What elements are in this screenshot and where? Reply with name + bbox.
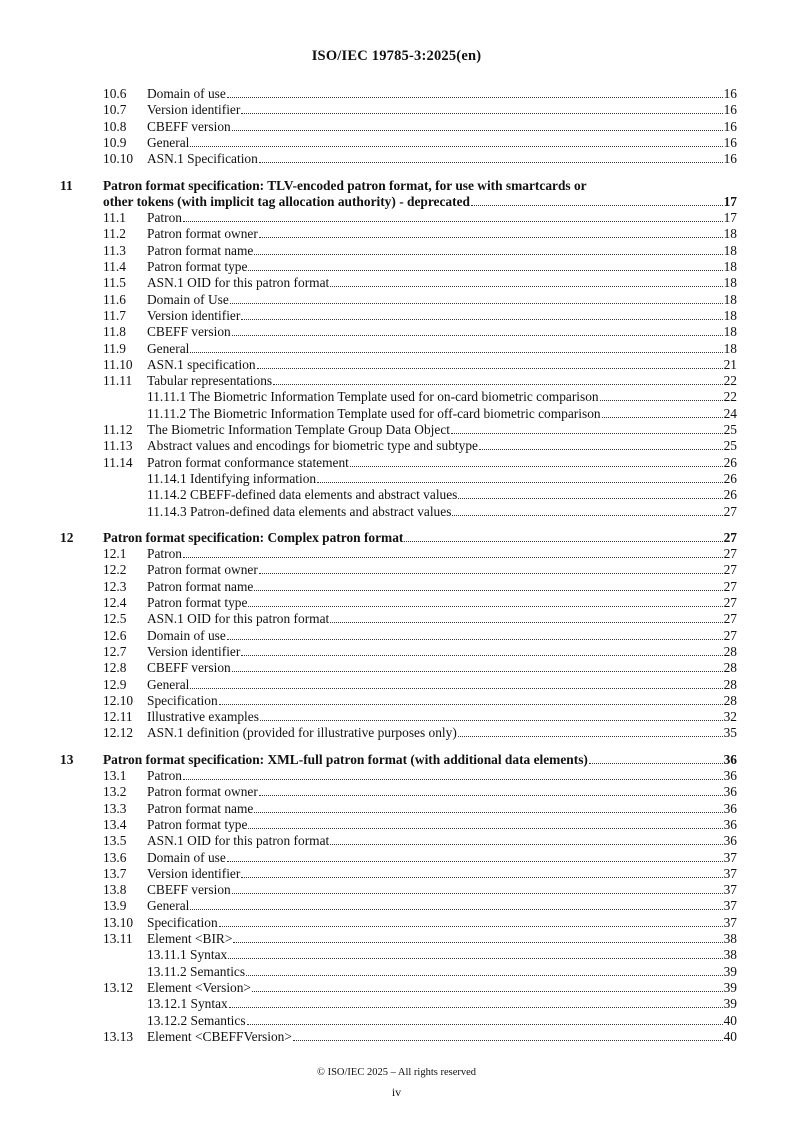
toc-entry-page: 36 xyxy=(723,833,737,849)
toc-entry-page: 39 xyxy=(723,979,737,995)
toc-entry-number: 13.5 xyxy=(103,833,127,849)
toc-entry-page: 27 xyxy=(723,595,737,610)
toc-entry-title: Domain of use xyxy=(147,849,226,865)
toc-entry[interactable] xyxy=(0,980,737,996)
toc-entry-page: 25 xyxy=(723,438,737,454)
toc-entry-number: 13.13 xyxy=(103,1028,134,1044)
toc-entry[interactable] xyxy=(0,915,737,931)
dot-leader xyxy=(589,763,723,764)
toc-entry-title: 13.11.2 Semantics xyxy=(147,963,246,979)
toc-entry-number: 12.8 xyxy=(103,660,127,676)
toc-entry-number: 13.11 xyxy=(103,931,133,946)
toc-entry-page: 40 xyxy=(723,1012,737,1028)
toc-entry[interactable] xyxy=(0,579,737,595)
toc-entry[interactable] xyxy=(0,135,737,151)
toc-entry-title: ASN.1 OID for this patron format xyxy=(147,611,330,627)
toc-entry[interactable] xyxy=(0,119,737,135)
dot-leader xyxy=(452,515,722,516)
toc-entry-title: Patron format owner xyxy=(147,226,258,242)
toc-entry-page: 26 xyxy=(723,470,737,486)
toc-entry-page: 28 xyxy=(723,660,737,676)
toc-entry-page: 25 xyxy=(723,422,737,437)
dot-leader xyxy=(252,991,723,992)
toc-entry-title: Specification xyxy=(147,692,218,708)
dot-leader xyxy=(451,433,723,434)
toc-entry[interactable] xyxy=(0,817,737,833)
toc-entry[interactable] xyxy=(0,86,737,102)
toc-entry[interactable] xyxy=(0,833,737,849)
dot-leader xyxy=(183,221,723,222)
toc-entry[interactable] xyxy=(0,898,737,914)
toc-entry-page: 37 xyxy=(723,882,737,898)
toc-entry[interactable] xyxy=(0,243,737,259)
toc-entry-title: 11.11.2 The Biometric Information Template used for off-card biometric comparison xyxy=(147,405,601,421)
dot-leader xyxy=(219,704,723,705)
toc-entry-page: 16 xyxy=(723,118,737,134)
toc-entry-title: Patron format specification: TLV-encoded patron format, for use with smartcards or xyxy=(103,177,587,193)
toc-entry-title: Patron format name xyxy=(147,800,254,816)
toc-entry-title: Patron xyxy=(147,768,182,783)
dot-leader xyxy=(227,639,723,640)
toc-entry[interactable] xyxy=(0,357,737,373)
toc-entry-page: 27 xyxy=(723,611,737,627)
toc-entry-title: CBEFF version xyxy=(147,882,231,898)
toc-entry-number: 12.11 xyxy=(103,709,133,725)
toc-entry-page: 22 xyxy=(723,389,737,405)
document-header: ISO/IEC 19785-3:2025(en) xyxy=(311,48,482,64)
toc-entry-number: 11.5 xyxy=(103,275,126,291)
toc-entry-number: 10.6 xyxy=(103,86,127,101)
toc-entry-number: 11.4 xyxy=(103,259,126,274)
dot-leader xyxy=(232,671,723,672)
toc-entry-number: 13.8 xyxy=(103,882,127,898)
toc-entry-page: 36 xyxy=(723,751,737,767)
toc-entry-number: 12.4 xyxy=(103,595,127,610)
dot-leader xyxy=(190,688,722,689)
toc-entry[interactable] xyxy=(0,709,737,725)
toc-entry-number: 10.10 xyxy=(103,151,134,167)
toc-entry-number: 10.8 xyxy=(103,118,127,134)
toc-entry-page: 28 xyxy=(723,676,737,692)
toc-entry-title: General xyxy=(147,676,190,692)
toc-entry-page: 27 xyxy=(723,627,737,643)
toc-entry-number: 12.9 xyxy=(103,676,127,692)
toc-entry-number: 12.2 xyxy=(103,562,127,578)
toc-entry-page: 27 xyxy=(723,562,737,578)
toc-entry[interactable] xyxy=(0,595,737,611)
toc-entry-title: Tabular representations xyxy=(147,373,273,389)
toc-entry-page: 37 xyxy=(723,865,737,881)
dot-leader xyxy=(232,130,723,131)
toc-entry-title: 13.12.1 Syntax xyxy=(147,996,228,1012)
toc-entry-page: 38 xyxy=(723,931,737,946)
dot-leader xyxy=(232,335,723,336)
toc-entry-page: 21 xyxy=(723,356,737,372)
toc-entry-number: 12.5 xyxy=(103,611,127,627)
toc-entry-page: 17 xyxy=(723,210,737,226)
dot-leader xyxy=(404,541,722,542)
toc-entry-title: ASN.1 specification xyxy=(147,356,256,372)
toc-entry-page: 18 xyxy=(723,291,737,307)
dot-leader xyxy=(257,368,723,369)
dot-leader xyxy=(183,557,723,558)
toc-entry[interactable] xyxy=(0,611,737,627)
toc-entry[interactable] xyxy=(0,866,737,882)
toc-entry-title: Patron format type xyxy=(147,816,248,832)
toc-entry-number: 11.9 xyxy=(103,340,126,356)
toc-entry-title: Patron format owner xyxy=(147,784,258,800)
toc-entry-title: Patron format conformance statement xyxy=(147,454,349,470)
toc-entry-title: Version identifier xyxy=(147,102,241,118)
toc-entry-title: Element <BIR> xyxy=(147,931,233,946)
toc-entry-number: 11.1 xyxy=(103,210,126,226)
dot-leader xyxy=(259,237,723,238)
toc-entry-title: Patron xyxy=(147,210,182,226)
dot-leader xyxy=(293,1040,723,1041)
toc-entry-page: 27 xyxy=(723,503,737,519)
dot-leader xyxy=(254,812,722,813)
toc-entry-title: Patron format name xyxy=(147,242,254,258)
toc-entry-page: 27 xyxy=(723,529,737,545)
toc-entry-page: 22 xyxy=(723,373,737,389)
toc-entry-title: Patron format specification: Complex patron format xyxy=(103,529,404,545)
toc-entry[interactable] xyxy=(0,373,737,389)
toc-entry-number: 12.6 xyxy=(103,627,127,643)
toc-entry-page: 18 xyxy=(723,275,737,291)
toc-entry-number: 12.3 xyxy=(103,578,127,594)
toc-entry[interactable] xyxy=(0,455,737,471)
toc-entry-title: Element <Version> xyxy=(147,979,251,995)
toc-entry-number: 12.12 xyxy=(103,725,134,741)
toc-entry-title: 11.14.3 Patron-defined data elements and abstract values xyxy=(147,503,452,519)
dot-leader xyxy=(259,162,723,163)
dot-leader xyxy=(247,1024,723,1025)
toc-entry[interactable] xyxy=(0,324,737,340)
toc-entry-page: 38 xyxy=(723,947,737,963)
toc-entry-title: Abstract values and encodings for biometric type and subtype xyxy=(147,438,478,454)
toc-entry-title: Illustrative examples xyxy=(147,709,259,725)
dot-leader xyxy=(259,795,723,796)
toc-entry-number: 13.2 xyxy=(103,784,127,800)
toc-entry-page: 27 xyxy=(723,546,737,562)
toc-entry-number: 13.1 xyxy=(103,768,127,783)
toc-entry-number: 12.1 xyxy=(103,546,127,562)
toc-entry[interactable] xyxy=(0,628,737,644)
dot-leader xyxy=(248,606,722,607)
dot-leader xyxy=(241,113,722,114)
toc-entry-number: 12.7 xyxy=(103,643,127,659)
toc-entry[interactable] xyxy=(0,210,737,226)
toc-entry-title: Domain of Use xyxy=(147,291,229,307)
toc-entry-number: 11.7 xyxy=(103,307,126,323)
dot-leader xyxy=(246,975,723,976)
dot-leader xyxy=(330,622,722,623)
toc-entry-title: CBEFF version xyxy=(147,660,231,676)
toc-entry-page: 40 xyxy=(723,1028,737,1044)
toc-entry-page: 16 xyxy=(723,102,737,118)
toc-entry[interactable] xyxy=(0,562,737,578)
toc-entry-title: Patron format owner xyxy=(147,562,258,578)
toc-entry-number: 11.8 xyxy=(103,324,126,340)
dot-leader xyxy=(248,828,722,829)
toc-entry-title: 13.11.1 Syntax xyxy=(147,947,228,963)
toc-entry-number: 11.14 xyxy=(103,454,133,470)
dot-leader xyxy=(602,417,723,418)
toc-entry-title: Version identifier xyxy=(147,865,241,881)
toc-entry[interactable] xyxy=(0,471,737,487)
toc-entry-title: Patron format type xyxy=(147,259,248,274)
dot-leader xyxy=(227,861,723,862)
toc-entry[interactable] xyxy=(0,850,737,866)
toc-entry-number: 13.3 xyxy=(103,800,127,816)
dot-leader xyxy=(248,270,722,271)
toc-entry[interactable] xyxy=(0,292,737,308)
toc-entry[interactable] xyxy=(0,504,737,520)
dot-leader xyxy=(317,482,723,483)
dot-leader xyxy=(273,384,723,385)
toc-entry[interactable] xyxy=(0,882,737,898)
toc-entry-page: 39 xyxy=(723,996,737,1012)
toc-entry-page: 36 xyxy=(723,768,737,783)
dot-leader xyxy=(241,655,722,656)
toc-entry-title: 13.12.2 Semantics xyxy=(147,1012,246,1028)
dot-leader xyxy=(232,893,723,894)
toc-entry-number: 13.6 xyxy=(103,849,127,865)
toc-entry-number: 11 xyxy=(60,177,73,193)
dot-leader xyxy=(600,400,723,401)
toc-entry-page: 26 xyxy=(723,454,737,470)
toc-entry[interactable] xyxy=(0,178,737,194)
dot-leader xyxy=(228,958,722,959)
page-number: iv xyxy=(391,1085,402,1099)
toc-entry-title: The Biometric Information Template Group Data Object xyxy=(147,422,450,437)
copyright-notice: © ISO/IEC 2025 – All rights reserved xyxy=(316,1067,477,1078)
toc-entry-number: 13 xyxy=(60,751,74,767)
toc-entry-page: 36 xyxy=(723,816,737,832)
toc-entry[interactable] xyxy=(0,784,737,800)
toc-entry-title: ASN.1 definition (provided for illustrative purposes only) xyxy=(147,725,457,741)
toc-entry-page: 16 xyxy=(723,134,737,150)
toc-entry[interactable] xyxy=(0,677,737,693)
toc-entry-title: General xyxy=(147,340,190,356)
toc-entry[interactable] xyxy=(0,151,737,167)
dot-leader xyxy=(458,736,723,737)
toc-entry-number: 13.9 xyxy=(103,898,127,914)
toc-entry[interactable] xyxy=(0,752,737,768)
toc-entry[interactable] xyxy=(0,226,737,242)
dot-leader xyxy=(190,909,722,910)
toc-entry-title: General xyxy=(147,134,190,150)
toc-entry-page: 37 xyxy=(723,898,737,914)
toc-entry-title: CBEFF version xyxy=(147,118,231,134)
toc-entry-page: 37 xyxy=(723,914,737,930)
toc-entry-title: Specification xyxy=(147,914,218,930)
toc-entry-title: 11.14.2 CBEFF-defined data elements and abstract values xyxy=(147,487,458,503)
dot-leader xyxy=(479,449,723,450)
toc-entry[interactable] xyxy=(0,1013,737,1029)
dot-leader xyxy=(227,97,723,98)
dot-leader xyxy=(254,254,722,255)
toc-entry-title: Element <CBEFFVersion> xyxy=(147,1028,292,1044)
toc-entry[interactable] xyxy=(0,964,737,980)
toc-entry-page: 36 xyxy=(723,784,737,800)
dot-leader xyxy=(350,466,723,467)
toc-entry[interactable] xyxy=(0,996,737,1012)
toc-entry-title: Patron format type xyxy=(147,595,248,610)
toc-entry-title: General xyxy=(147,898,190,914)
toc-entry[interactable] xyxy=(0,308,737,324)
toc-entry[interactable] xyxy=(0,1029,737,1045)
dot-leader xyxy=(458,498,722,499)
dot-leader xyxy=(330,844,722,845)
toc-entry[interactable] xyxy=(0,422,737,438)
toc-entry-number: 10.7 xyxy=(103,102,127,118)
toc-entry[interactable] xyxy=(0,389,737,405)
toc-entry-continuation[interactable] xyxy=(0,194,737,210)
dot-leader xyxy=(330,286,722,287)
dot-leader xyxy=(229,1007,723,1008)
toc-entry[interactable] xyxy=(0,660,737,676)
toc-entry-title: Domain of use xyxy=(147,627,226,643)
toc-entry[interactable] xyxy=(0,947,737,963)
toc-entry-number: 13.12 xyxy=(103,979,134,995)
dot-leader xyxy=(241,319,722,320)
toc-entry-page: 18 xyxy=(723,242,737,258)
toc-entry-title: Version identifier xyxy=(147,307,241,323)
toc-entry-number: 11.6 xyxy=(103,291,126,307)
toc-entry[interactable] xyxy=(0,487,737,503)
toc-entry[interactable] xyxy=(0,546,737,562)
toc-entry[interactable] xyxy=(0,530,737,546)
toc-entry-page: 24 xyxy=(723,405,737,421)
toc-entry-number: 13.7 xyxy=(103,865,127,881)
toc-entry-title: Patron format specification: XML-full patron format (with additional data elements) xyxy=(103,751,588,767)
toc-entry-page: 28 xyxy=(723,692,737,708)
toc-entry-page: 18 xyxy=(723,259,737,274)
toc-entry-title: 11.14.1 Identifying information xyxy=(147,470,317,486)
toc-entry-title: Patron format name xyxy=(147,578,254,594)
toc-entry-title: 11.11.1 The Biometric Information Template used for on-card biometric comparison xyxy=(147,389,599,405)
toc-entry-page: 18 xyxy=(723,340,737,356)
toc-entry-title: ASN.1 OID for this patron format xyxy=(147,275,330,291)
dot-leader xyxy=(190,352,722,353)
toc-entry-title: other tokens (with implicit tag allocation authority) - deprecated xyxy=(103,193,470,209)
toc-entry-page: 32 xyxy=(723,709,737,725)
toc-entry[interactable] xyxy=(0,725,737,741)
toc-entry-number: 11.2 xyxy=(103,226,126,242)
toc-entry-page: 18 xyxy=(723,226,737,242)
toc-entry[interactable] xyxy=(0,406,737,422)
toc-entry-number: 10.9 xyxy=(103,134,127,150)
toc-entry[interactable] xyxy=(0,259,737,275)
toc-entry-page: 36 xyxy=(723,800,737,816)
toc-entry-number: 12 xyxy=(60,529,74,545)
toc-entry-page: 18 xyxy=(723,324,737,340)
toc-entry-title: Patron xyxy=(147,546,182,562)
dot-leader xyxy=(471,205,723,206)
dot-leader xyxy=(241,877,722,878)
toc-entry-title: Domain of use xyxy=(147,86,226,101)
dot-leader xyxy=(230,303,723,304)
toc-entry[interactable] xyxy=(0,438,737,454)
toc-entry[interactable] xyxy=(0,801,737,817)
toc-entry-number: 11.3 xyxy=(103,242,126,258)
toc-entry-page: 37 xyxy=(723,849,737,865)
toc-entry[interactable] xyxy=(0,341,737,357)
dot-leader xyxy=(254,590,722,591)
dot-leader xyxy=(259,573,723,574)
dot-leader xyxy=(190,146,722,147)
toc-entry-title: ASN.1 OID for this patron format xyxy=(147,833,330,849)
toc-entry-page: 39 xyxy=(723,963,737,979)
toc-entry-page: 18 xyxy=(723,307,737,323)
toc-entry-number: 13.10 xyxy=(103,914,134,930)
dot-leader xyxy=(233,942,722,943)
toc-entry[interactable] xyxy=(0,644,737,660)
dot-leader xyxy=(183,779,723,780)
dot-leader xyxy=(260,720,723,721)
toc-entry-page: 35 xyxy=(723,725,737,741)
toc-entry[interactable] xyxy=(0,931,737,947)
toc-entry-title: CBEFF version xyxy=(147,324,231,340)
toc-entry-page: 26 xyxy=(723,487,737,503)
toc-entry-title: Version identifier xyxy=(147,643,241,659)
toc-entry-page: 16 xyxy=(723,151,737,167)
toc-entry-number: 12.10 xyxy=(103,692,134,708)
dot-leader xyxy=(219,926,723,927)
toc-entry-page: 28 xyxy=(723,643,737,659)
toc-entry-page: 27 xyxy=(723,578,737,594)
toc-entry-page: 16 xyxy=(723,86,737,101)
toc-entry-number: 11.10 xyxy=(103,356,133,372)
toc-entry-number: 11.13 xyxy=(103,438,133,454)
toc-entry-number: 11.11 xyxy=(103,373,133,389)
toc-entry-title: ASN.1 Specification xyxy=(147,151,258,167)
toc-entry-number: 11.12 xyxy=(103,422,133,437)
toc-entry[interactable] xyxy=(0,768,737,784)
toc-entry-page: 17 xyxy=(723,193,737,209)
toc-entry-number: 13.4 xyxy=(103,816,127,832)
toc-entry[interactable] xyxy=(0,102,737,118)
toc-entry[interactable] xyxy=(0,693,737,709)
toc-entry[interactable] xyxy=(0,275,737,291)
